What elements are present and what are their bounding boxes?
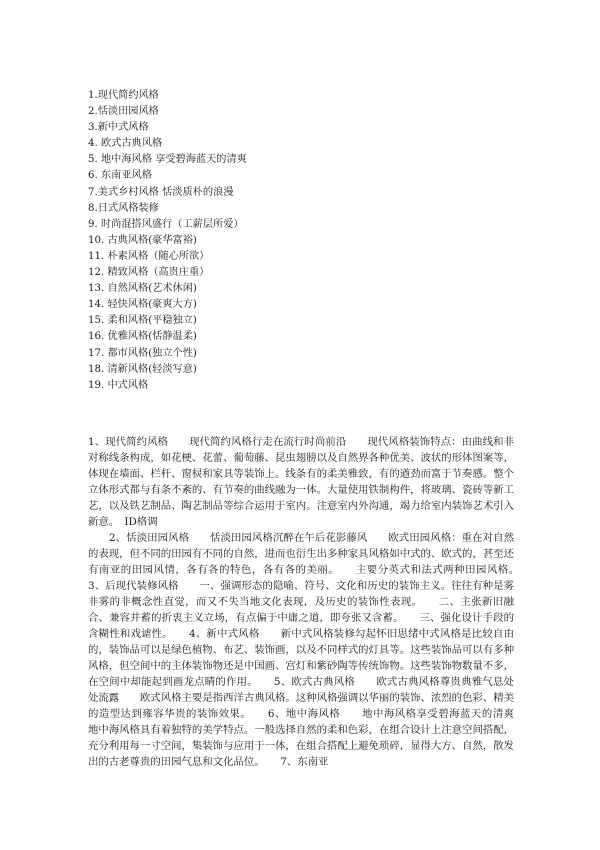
list-item: 2.恬淡田园风格 (88, 106, 159, 118)
list-item: 15. 柔和风格(平稳独立) (88, 315, 197, 327)
list-item: 5. 地中海风格 享受碧海蓝天的清爽 (88, 154, 247, 166)
list-item: 14. 轻快风格(豪爽大方) (88, 299, 197, 311)
list-item: 10. 古典风格(豪华富裕) (88, 234, 197, 246)
list-item: 16. 优雅风格(恬静温柔) (88, 331, 197, 343)
list-item: 4. 欧式古典风格 (88, 138, 163, 150)
paragraph-modern-minimalist: 1、现代简约风格 现代简约风格行走在流行时尚前沿 现代风格装饰特点：由曲线和非对称线条构成，如花梗、花蕾、葡萄藤、昆虫翅膀以及自然界各种优美、波状的形体图案等，体现在墙面、栏杆、窗棂和家具等装饰上。线条有的柔美雅致，有的遒劲而富于节奏感。整个立体形式都与有条不紊的、有节奏的曲线融为一体。大量使用铁制构件，将玻璃、瓷砖等新工艺，以及铁艺制品、陶艺制品等综合运用于室内。注意室内外沟通，竭力给室内装饰艺术引入新意。 ID格调 (88, 436, 515, 528)
list-item: 18. 清新风格(轻淡写意) (88, 363, 197, 375)
list-item: 9. 时尚混搭风盛行（工薪层所爱） (88, 218, 244, 230)
list-item: 1.现代简约风格 (88, 90, 159, 101)
style-list (88, 88, 528, 394)
list-item: 11. 朴素风格（随心所欲） (88, 250, 210, 262)
body-text (88, 434, 535, 770)
list-item: 7.美式乡村风格 恬淡质朴的浪漫 (88, 186, 234, 198)
list-item: 12. 精致风格（高贵庄重） (88, 267, 210, 279)
list-item: 3.新中式风格 (88, 122, 149, 134)
paragraph-styles-continued: 2、恬淡田园风格 恬淡田园风格沉醉在午后花影藤风 欧式田园风格：重在对自然的表现，但不同的田园有不同的自然，进而也衍生出多种家具风格如中式的、欧式的，甚至还有南亚的田园风情，各有各的特色，各有各的美丽。 主要分英式和法式两种田园风格。 3、后现代装修风格 一、强调形态的隐喻、符号、文化和历史的装饰主义。往往有种是雾非雾的非概念性直觉，而又不失当地文化表现，及历史的装饰性表现。 二、主张新旧融合、兼容并蓄的折衷主义立场，有点偏于中庸之道，即夸张又含蓄。 三、强化设计手段的含糊性和戏谑性。 4、新中式风格 新中式风格装修勾起怀旧思绪中式风格是比较自由的，装饰品可以是绿色植物、布艺、装饰画，以及不同样式的灯具等。这些装饰品可以有多种风格，但空间中的主体装饰物还是中国画、宫灯和紫砂陶等传统饰物。这些装饰物数量不多，在空间中却能起到画龙点睛的作用。 5、欧式古典风格 欧式古典风格尊贵典雅气息处处流露 欧式风格主要是指西洋古典风格。这种风格强调以华丽的装饰、浓烈的色彩、精美的造型达到雍容华贵的装饰效果。 6、地中海风格 地中海风格享受碧海蓝天的清爽 地中海风格具有着独特的美学特点。一般选择自然的柔和色彩，在组合设计上注意空间搭配，充分利用每一寸空间，集装饰与应用于一体，在组合搭配上避免琐碎，显得大方、自然，散发出的古老尊贵的田园气息和文化品位。 7、东南亚 (88, 532, 535, 768)
list-item: 8.日式风格装修 (88, 202, 159, 214)
list-item: 13. 自然风格(艺术休闲) (88, 283, 197, 295)
list-item: 17. 都市风格(独立个性) (88, 347, 197, 359)
list-item: 19. 中式风格 (88, 379, 149, 391)
list-item: 6. 东南亚风格 (88, 170, 152, 182)
